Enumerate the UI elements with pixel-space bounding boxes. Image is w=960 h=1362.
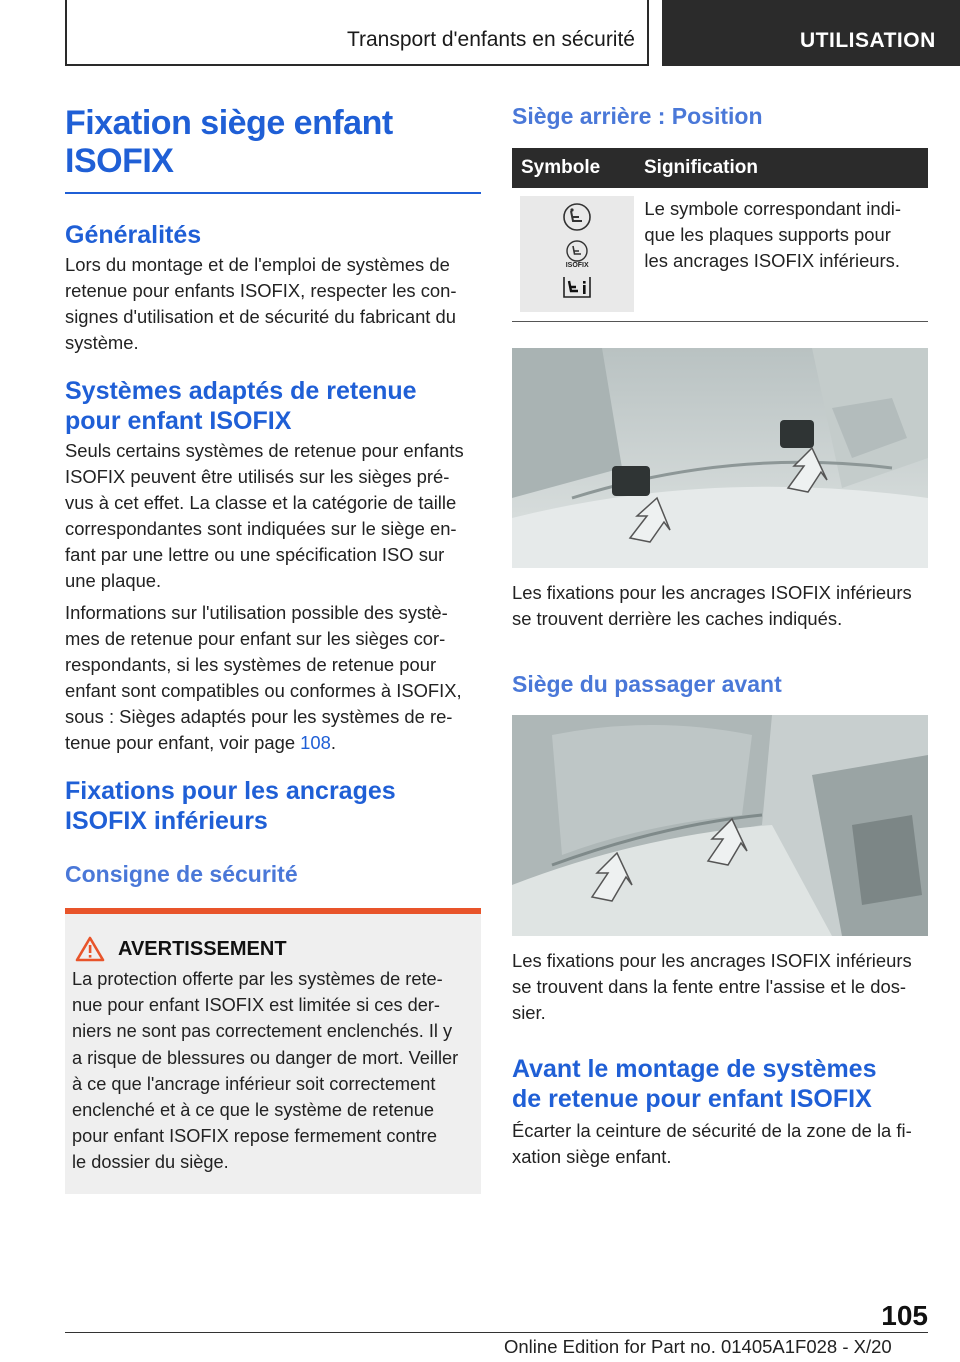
page-title: Fixation siège enfant ISOFIX: [65, 104, 393, 180]
adapted-text-1: Seuls certains systèmes de retenue pour enfants ISOFIX peuvent être utilisés sur les sièges pré- vus à cet effet. La classe et la catégorie de taille correspondantes sont indiquées sur le siège en- fant par une lettre ou une spécification ISO sur une plaque.: [65, 440, 464, 591]
isofix-info-icon: [560, 273, 594, 306]
left-column: [65, 104, 481, 1194]
section-title: UTILISATION: [800, 29, 936, 52]
header-chapter-box: [65, 0, 649, 66]
page-link-108[interactable]: 108: [300, 732, 331, 753]
fixations-heading: Fixations pour les ancrages ISOFIX inférieurs: [65, 777, 396, 835]
general-text: Lors du montage et de l'emploi de systèmes de retenue pour enfants ISOFIX, respecter les con- signes d'utilisation et de sécurité du fabricant du système.: [65, 254, 457, 353]
before-mounting-heading: Avant le montage de systèmes de retenue pour enfant ISOFIX: [512, 1055, 877, 1113]
isofix-symbols: [520, 196, 634, 312]
warning-title: AVERTISSEMENT: [118, 937, 287, 960]
front-seat-heading: Siège du passager avant: [512, 671, 782, 697]
symbol-meaning: Le symbole correspondant indi- que les plaques supports pour les ancrages ISOFIX inférieurs.: [644, 198, 902, 271]
front-caption: Les fixations pour les ancrages ISOFIX inférieurs se trouvent dans la fente entre l'assise et le dos- sier.: [512, 950, 912, 1023]
warning-box: [65, 908, 481, 1194]
page-number: 105: [881, 1300, 928, 1331]
adapted-text-2: Informations sur l'utilisation possible des systè- mes de retenue pour enfant sur les sièges cor- respondants, si les systèmes de retenue pour enfant sont compatibles ou conformes à ISOFIX, sous : Sièges adaptés pour les systèmes de re- tenue pour enfant, voir page 108.: [65, 602, 462, 753]
isofix-labeled-icon: ISOFIX: [564, 240, 590, 269]
chapter-title: Transport d'enfants en sécurité: [346, 28, 635, 51]
table-header: [512, 148, 928, 188]
symbol-table: [512, 148, 928, 322]
footer-edition: Online Edition for Part no. 01405A1F028 - X/20: [504, 1336, 892, 1357]
rear-seat-heading: Siège arrière : Position: [512, 103, 763, 129]
before-mounting-text: Écarter la ceinture de sécurité de la zone de la fi- xation siège enfant.: [512, 1120, 912, 1167]
safety-heading: Consigne de sécurité: [65, 861, 298, 887]
right-column: [512, 102, 928, 1170]
col-meaning: Signification: [644, 157, 758, 178]
title-rule: [65, 192, 481, 194]
general-heading: Généralités: [65, 221, 202, 249]
footer-rule: [65, 1332, 928, 1333]
isofix-seat-icon: [560, 202, 594, 237]
warning-text: La protection offerte par les systèmes de rete- nue pour enfant ISOFIX est limitée si ces der- niers ne sont pas correctement enclenchés. Il y a risque de blessures ou danger de mort. Veiller à ce que l'ancrage inférieur soit correctement enclenché et à ce que le système de retenue pour enfant ISOFIX repose fermement contre le dossier du siège.: [72, 969, 459, 1173]
rear-caption: Les fixations pour les ancrages ISOFIX inférieurs se trouvent derrière les caches indiqués.: [512, 582, 912, 629]
table-row: [512, 188, 928, 322]
col-symbol: Symbole: [521, 157, 601, 178]
header-section-tab: [662, 0, 960, 66]
adapted-heading: Systèmes adaptés de retenue pour enfant ISOFIX: [65, 377, 417, 435]
rear-seat-photo: [512, 348, 928, 568]
front-seat-photo: [512, 715, 928, 936]
warning-triangle-icon: [72, 936, 108, 962]
